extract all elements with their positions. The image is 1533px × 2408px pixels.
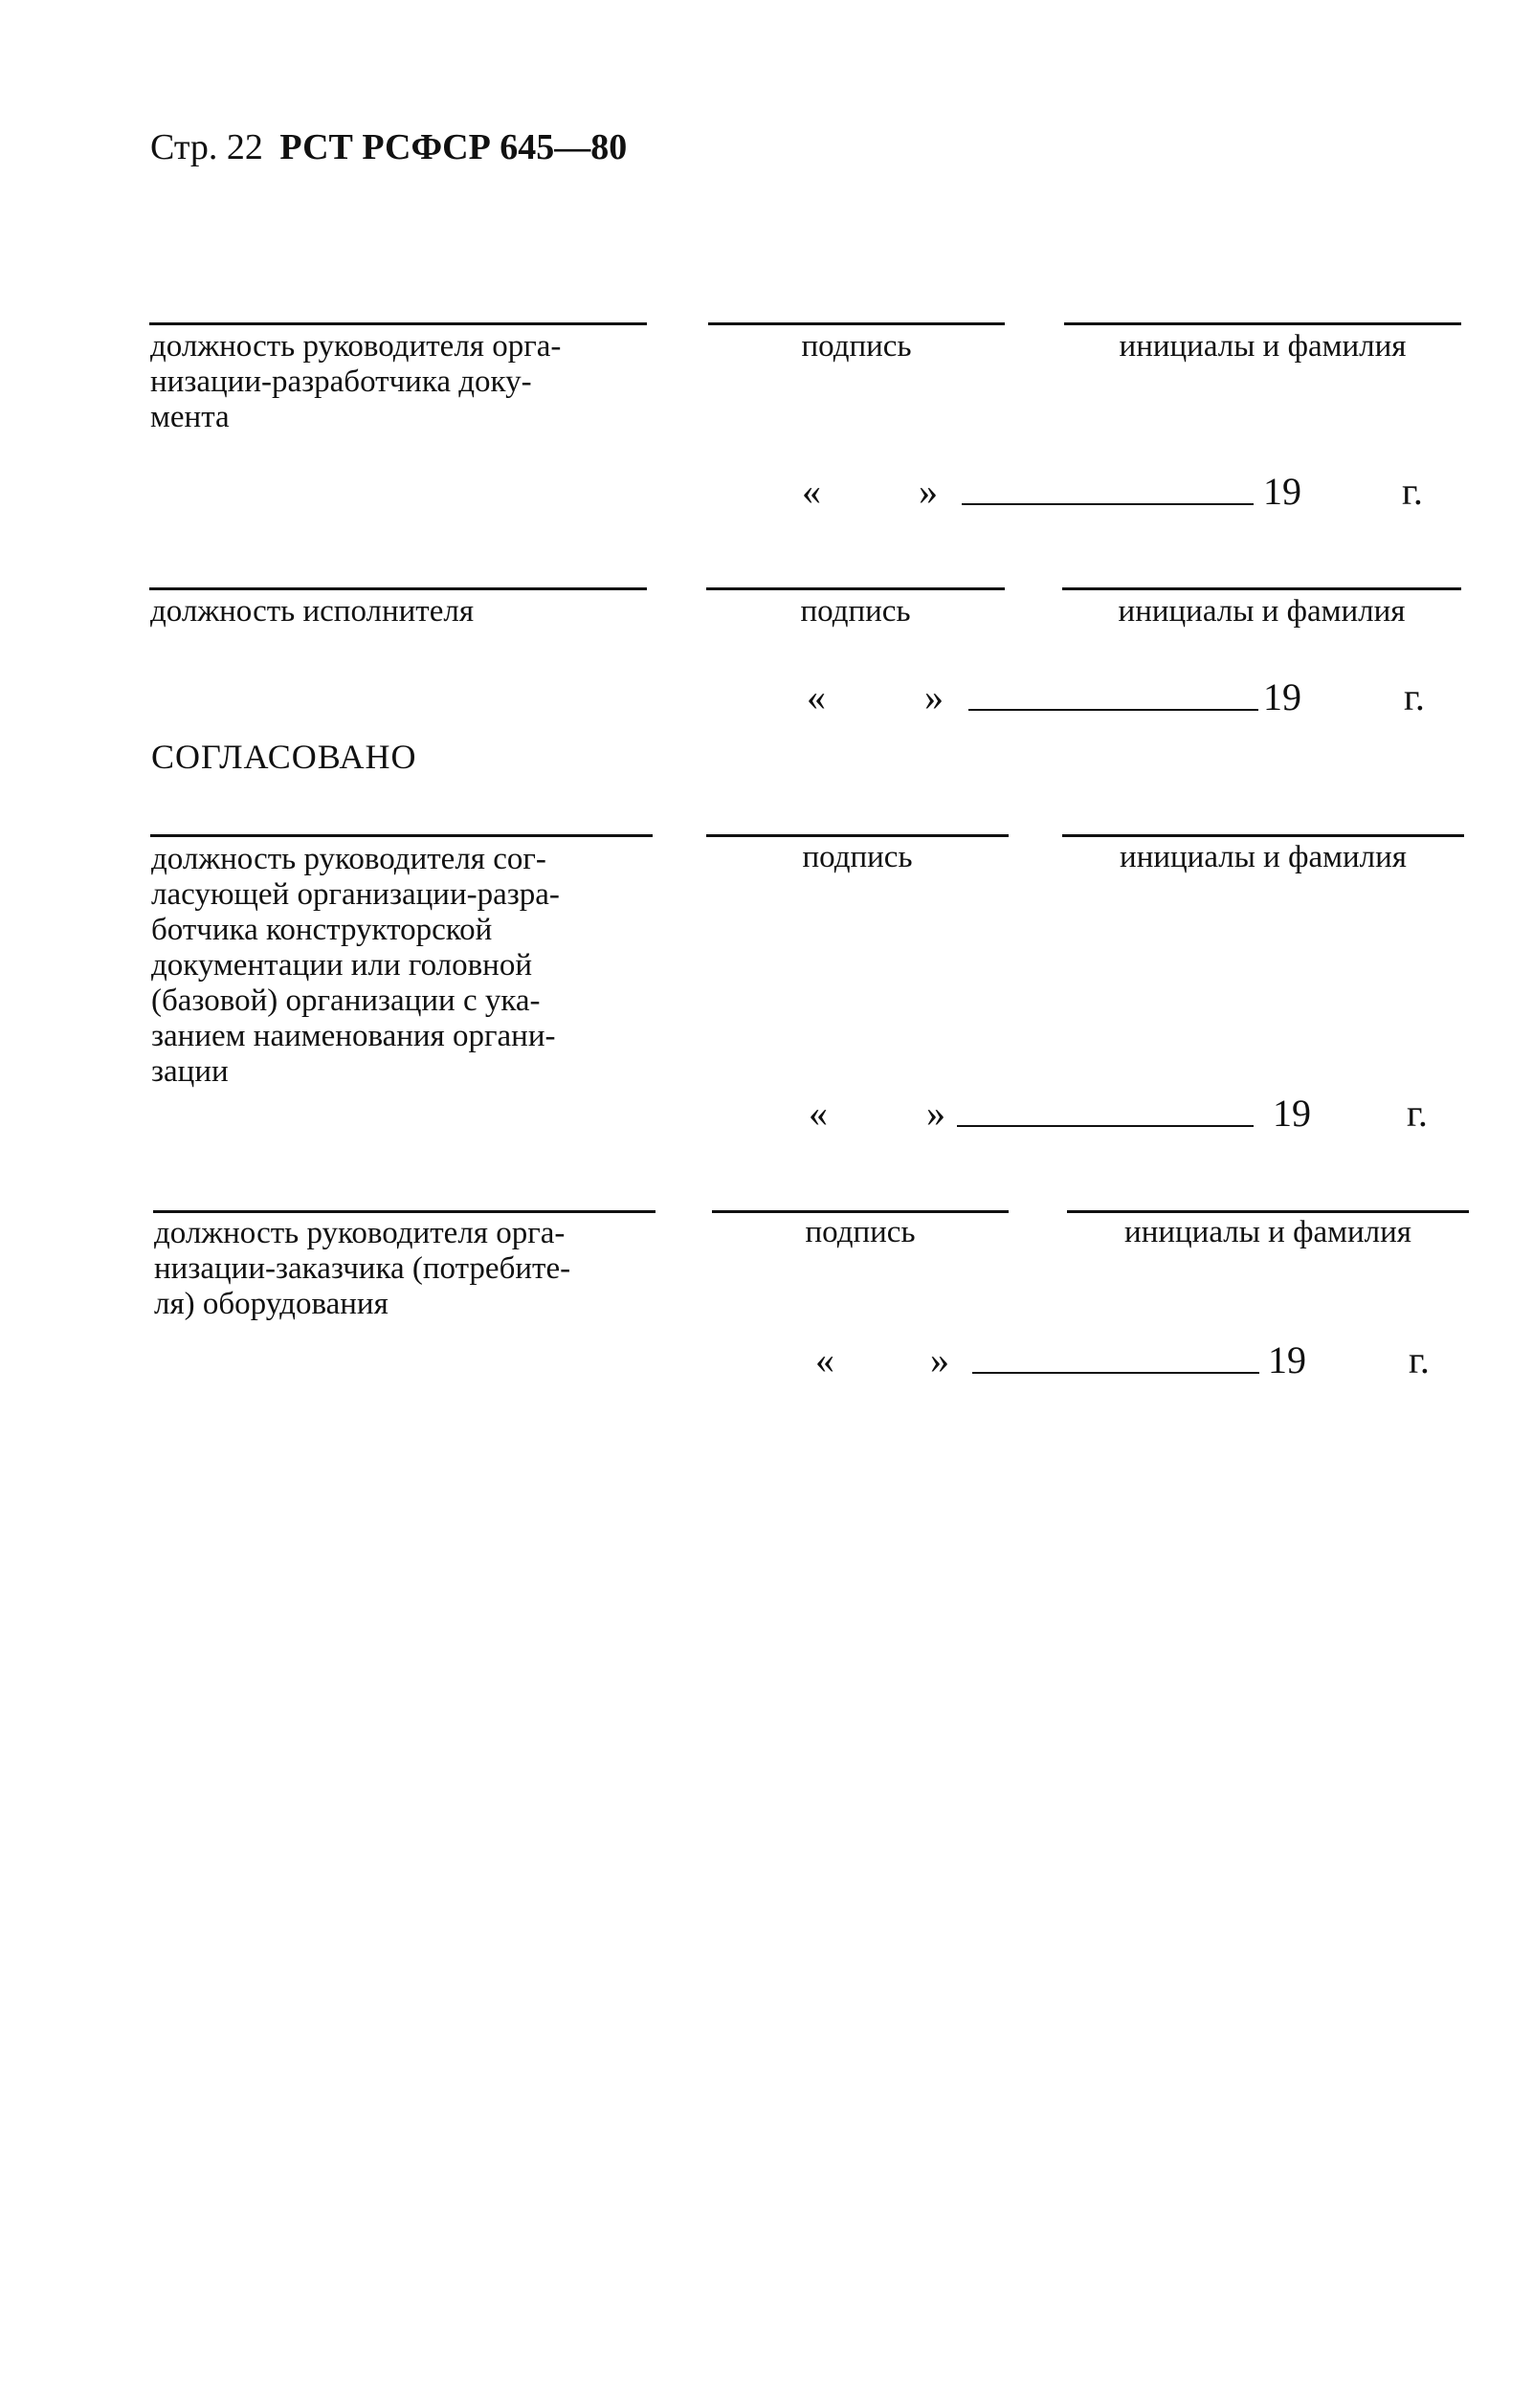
- initials-caption: инициалы и фамилия: [1119, 329, 1407, 364]
- date-row: [0, 1337, 1533, 1385]
- signature-line: [712, 1210, 1009, 1213]
- position-caption: должность руководителя орга- низации-разработчика доку- мента: [150, 329, 562, 434]
- open-quote: «: [802, 470, 821, 513]
- page-number: Стр. 22: [150, 127, 263, 167]
- signature-line: [706, 587, 1005, 590]
- signature-caption: подпись: [802, 840, 913, 874]
- year-prefix: 19: [1268, 1338, 1306, 1381]
- signature-caption: подпись: [800, 594, 911, 629]
- year-suffix: г.: [1404, 675, 1425, 718]
- initials-line: [1062, 587, 1461, 590]
- year-suffix: г.: [1409, 1338, 1430, 1381]
- date-row: [0, 1091, 1533, 1138]
- open-quote: «: [807, 675, 826, 718]
- date-blank-line: [962, 503, 1254, 505]
- initials-line: [1067, 1210, 1469, 1213]
- signature-caption: подпись: [801, 329, 912, 364]
- date-blank-line: [968, 709, 1258, 711]
- position-line: [149, 322, 647, 325]
- position-line: [150, 834, 653, 837]
- initials-caption: инициалы и фамилия: [1124, 1215, 1411, 1249]
- initials-line: [1062, 834, 1464, 837]
- initials-line: [1064, 322, 1461, 325]
- date-blank-line: [957, 1125, 1254, 1127]
- close-quote: »: [924, 675, 944, 718]
- position-caption: должность руководителя сог- ласующей организации-разра- ботчика конструкторской документации или головной (базовой) организации с ука- занием наименования органи- зации: [151, 842, 560, 1089]
- page-header: [150, 126, 627, 168]
- close-quote: »: [926, 1092, 945, 1135]
- agreed-title: СОГЛАСОВАНО: [151, 738, 417, 776]
- date-row: [0, 674, 1533, 722]
- year-prefix: 19: [1263, 675, 1301, 718]
- close-quote: »: [930, 1338, 949, 1381]
- position-line: [149, 587, 647, 590]
- signature-line: [706, 834, 1009, 837]
- year-prefix: 19: [1263, 470, 1301, 513]
- signature-caption: подпись: [805, 1215, 916, 1249]
- initials-caption: инициалы и фамилия: [1118, 594, 1406, 629]
- year-suffix: г.: [1407, 1092, 1428, 1135]
- document-code: РСТ РСФСР 645—80: [279, 127, 628, 167]
- initials-caption: инициалы и фамилия: [1120, 840, 1407, 874]
- year-prefix: 19: [1273, 1092, 1311, 1135]
- open-quote: «: [809, 1092, 828, 1135]
- close-quote: »: [919, 470, 938, 513]
- position-caption: должность исполнителя: [150, 594, 475, 629]
- position-caption: должность руководителя орга- низации-заказчика (потребите- ля) оборудования: [154, 1216, 571, 1321]
- open-quote: «: [815, 1338, 834, 1381]
- position-line: [153, 1210, 655, 1213]
- year-suffix: г.: [1402, 470, 1423, 513]
- date-blank-line: [972, 1372, 1259, 1374]
- signature-line: [708, 322, 1005, 325]
- date-row: [0, 469, 1533, 517]
